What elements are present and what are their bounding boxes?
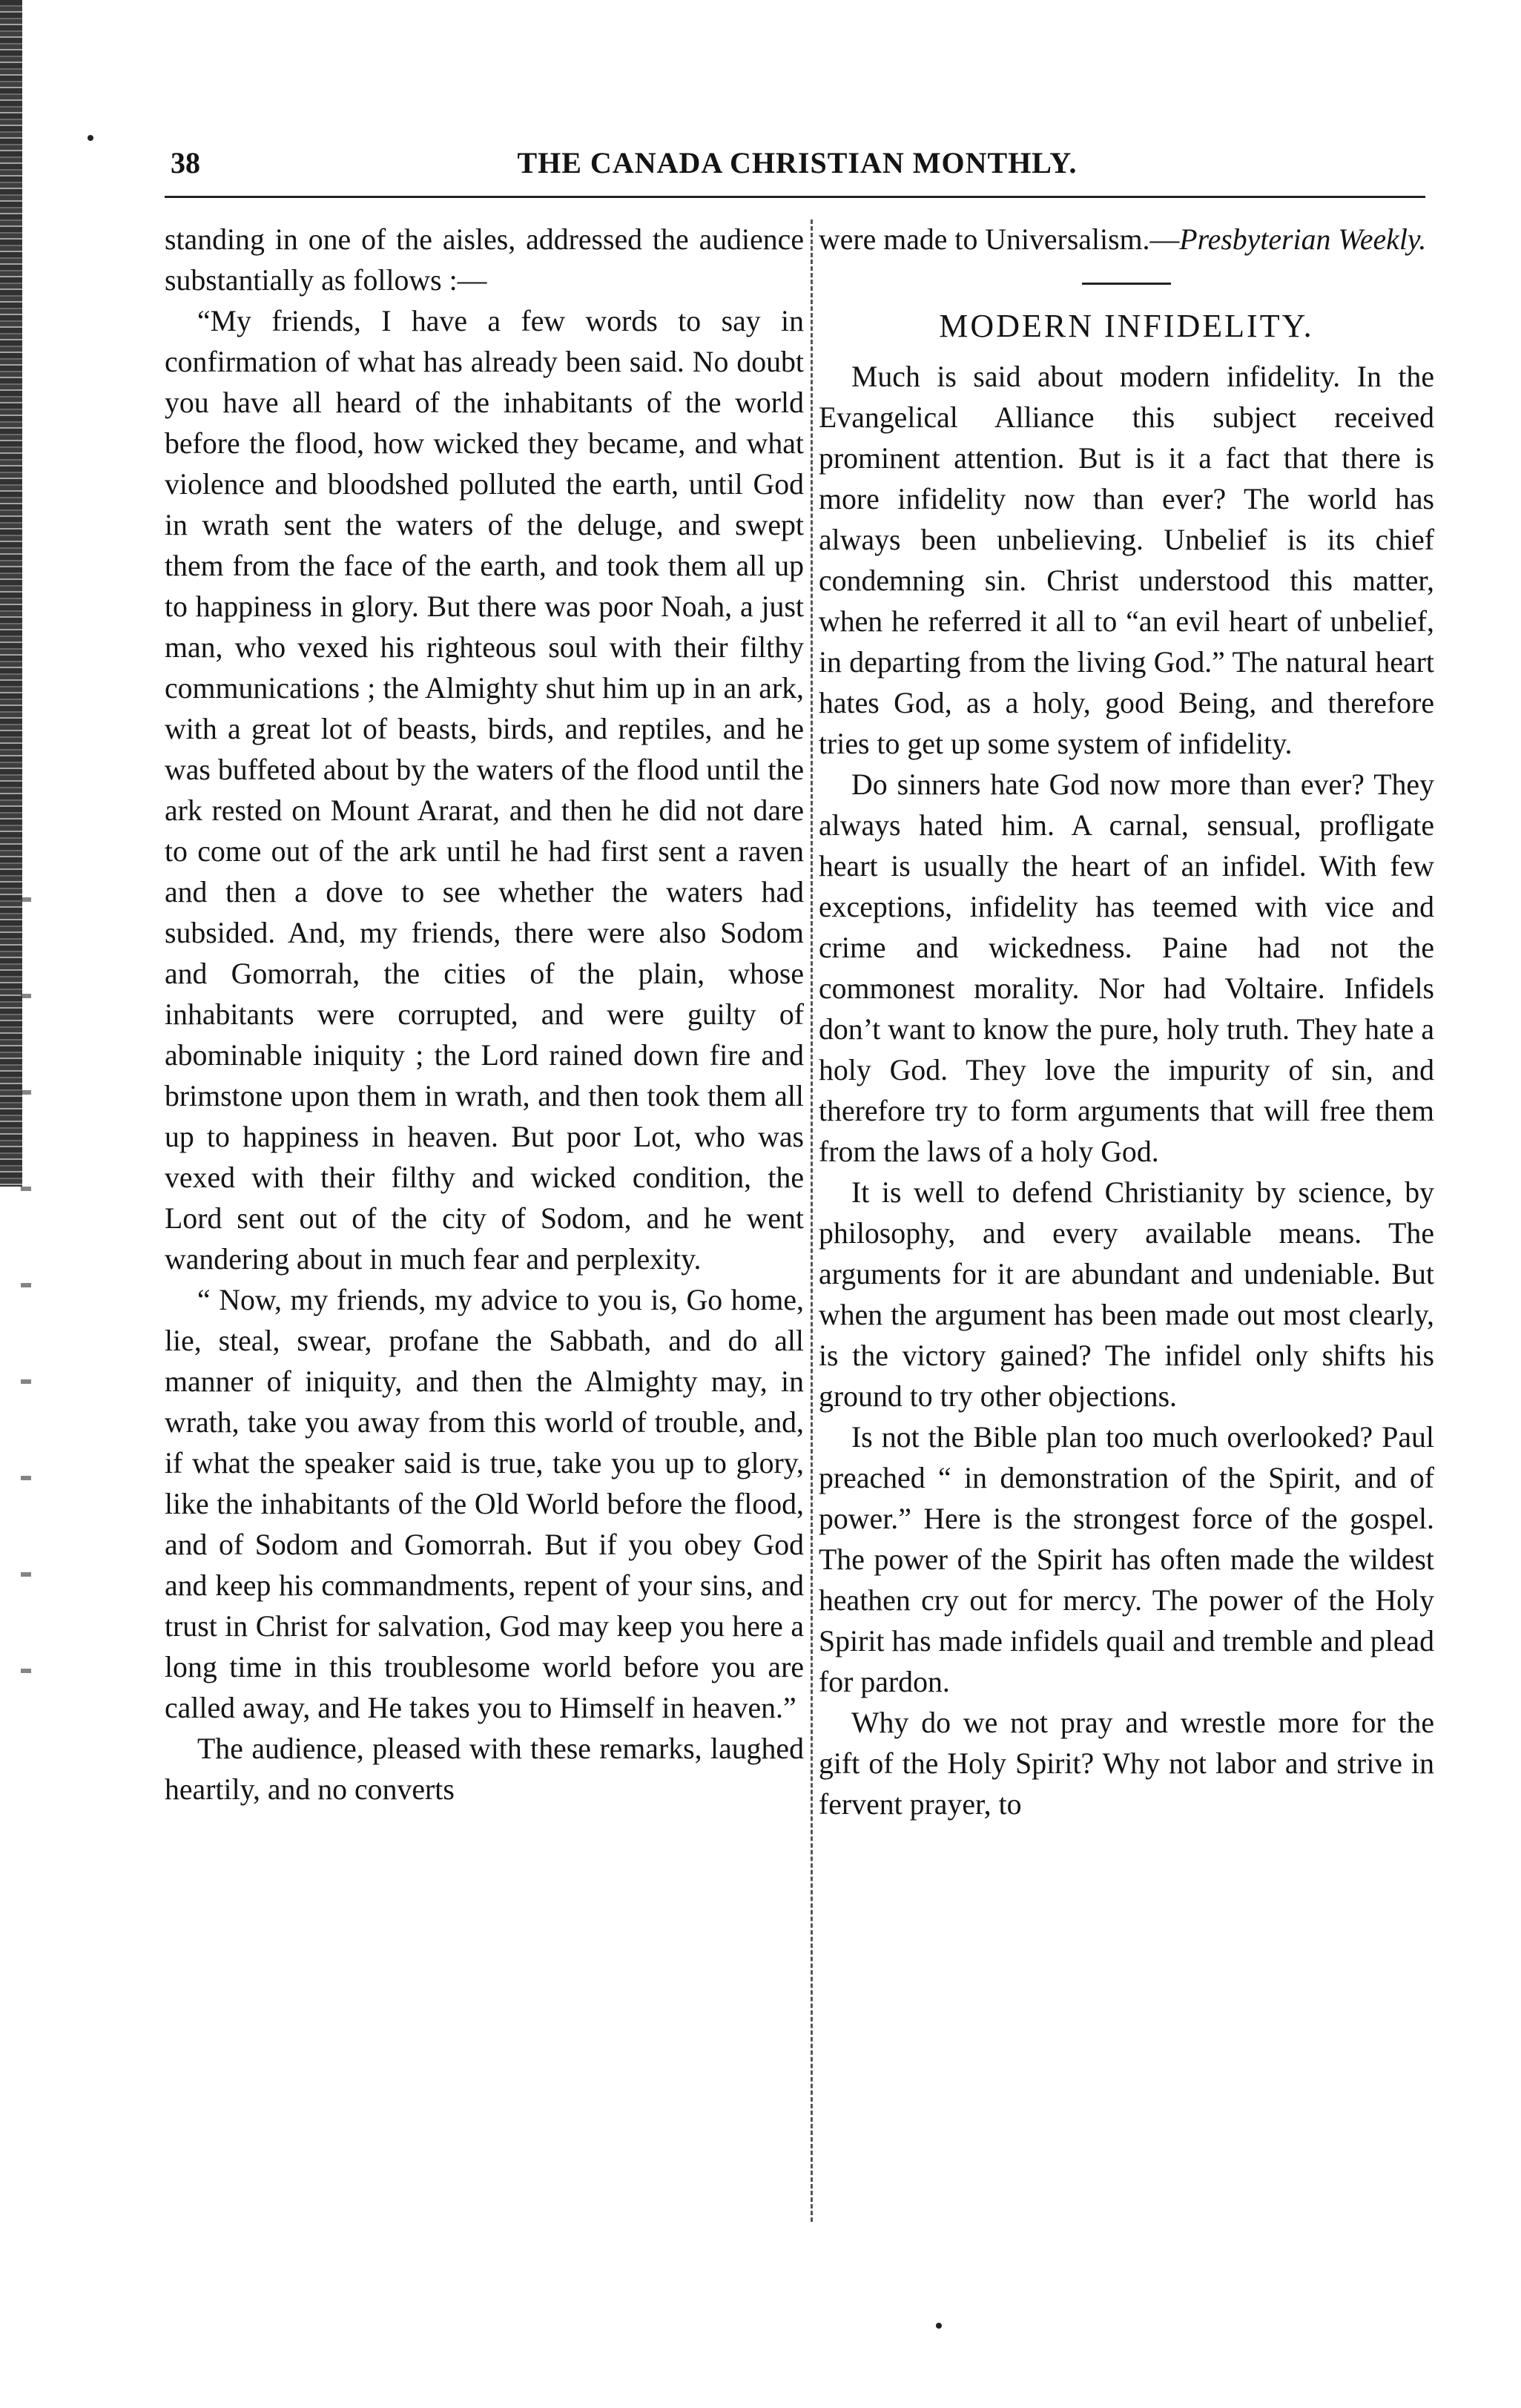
paragraph: Much is said about modern infidelity. In the Evangelical Alliance this subject received prominent attention. But is it a fact that there is more infidelity now than ever? The world has always been unbelieving. Unbelief is its chief condemning sin. Christ understood this matter, when he referred it all to “an evil heart of unbelief, in departing from the living God.” The natural heart hates God, as a holy, good Being, and therefore tries to get up some system of infidelity. [819,360,1434,760]
paragraph: “ Now, my friends, my advice to you is, Go home, lie, steal, swear, profane the Sabbath, and do all manner of iniquity, and then the Almighty may, in wrath, take you away from this world of trouble, and, if what the speaker said is true, take you up to glory, like the inhabitants of the Old World before the flood, and of Sodom and Gomorrah. But if you obey God and keep his commandments, repent of your sins, and trust in Christ for salvation, God may keep you here a long time in this troublesome world before you are called away, and He takes you to Himself in heaven.” [165,1284,804,1724]
paragraph: “My friends, I have a few words to say in confirmation of what has already been said. No doubt you have all heard of the inhabitants of the world before the flood, how wicked they became, and what violence and bloodshed polluted the earth, until God in wrath sent the waters of the deluge, and swept them from the face of the earth, and took them all up to happiness in glory. But there was poor Noah, a just man, who vexed his righteous soul with their filthy communications ; the Almighty shut him up in an ark, with a great lot of beasts, birds, and reptiles, and he was buffeted about by the waters of the flood until the ark rested on Mount Ararat, and then he did not dare to come out of the ark until he had first sent a raven and then a dove to see whether the waters had subsided. And, my friends, there were also Sodom and Gomorrah, the cities of the plain, whose inhabitants were corrupted, and were guilty of abominable iniquity ; the Lord rained down fire and brimstone upon them in wrath, and then took them all up to happiness in heaven. But poor Lot, who was vexed with their filthy and wicked condition, the Lord sent out of the city of Sodom, and he went wandering about in much fear and perplexity. [165,305,804,1276]
page-number: 38 [171,146,200,179]
left-column [165,220,804,1810]
running-title: THE CANADA CHRISTIAN MONTHLY. [517,146,1078,179]
binding-edge [0,0,22,1187]
ink-speck [88,135,93,141]
continuation-text: were made to Universalism.— [819,223,1180,256]
paragraph: Is not the Bible plan too much overlooked? Paul preached “ in demonstration of the Spirit, and of power.” Here is the strongest force of the gospel. The power of the Spirit has often made the wildest heathen cry out for mercy. The power of the Holy Spirit has made infidels quail and tremble and plead for pardon. [819,1421,1434,1698]
paragraph: standing in one of the aisles, addressed the audience substantially as follows :— [165,223,804,297]
paragraph: Do sinners hate God now more than ever? They always hated him. A carnal, sensual, profligate heart is usually the heart of an infidel. With few exceptions, infidelity has teemed with vice and crime and wickedness. Paine had not the commonest morality. Nor had Voltaire. Infidels don’t want to know the pure, holy truth. They hate a holy God. They love the impurity of sin, and therefore try to form arguments that will free them from the laws of a holy God. [819,768,1434,1168]
paragraph: It is well to defend Christianity by science, by philosophy, and every available means. The arguments for it are abundant and undeniable. But when the argument has been made out most clearly, is the victory gained? The infidel only shifts his ground to try other objections. [819,1176,1434,1413]
paragraph: The audience, pleased with these remarks, laughed heartily, and no converts [165,1732,804,1806]
column-divider [811,220,813,2222]
article-ending [819,220,1434,260]
binding-marks [21,853,31,1743]
ink-speck [936,2323,942,2329]
paragraph: Why do we not pray and wrestle more for the gift of the Holy Spirit? Why not labor and strive in fervent prayer, to [819,1706,1434,1821]
section-heading: MODERN INFIDELITY. [939,308,1314,344]
right-column [819,220,1434,1825]
source-credit: Presbyterian Weekly. [1179,223,1427,256]
page-header [171,145,1424,190]
header-rule [165,196,1425,198]
section-divider [1082,283,1171,285]
